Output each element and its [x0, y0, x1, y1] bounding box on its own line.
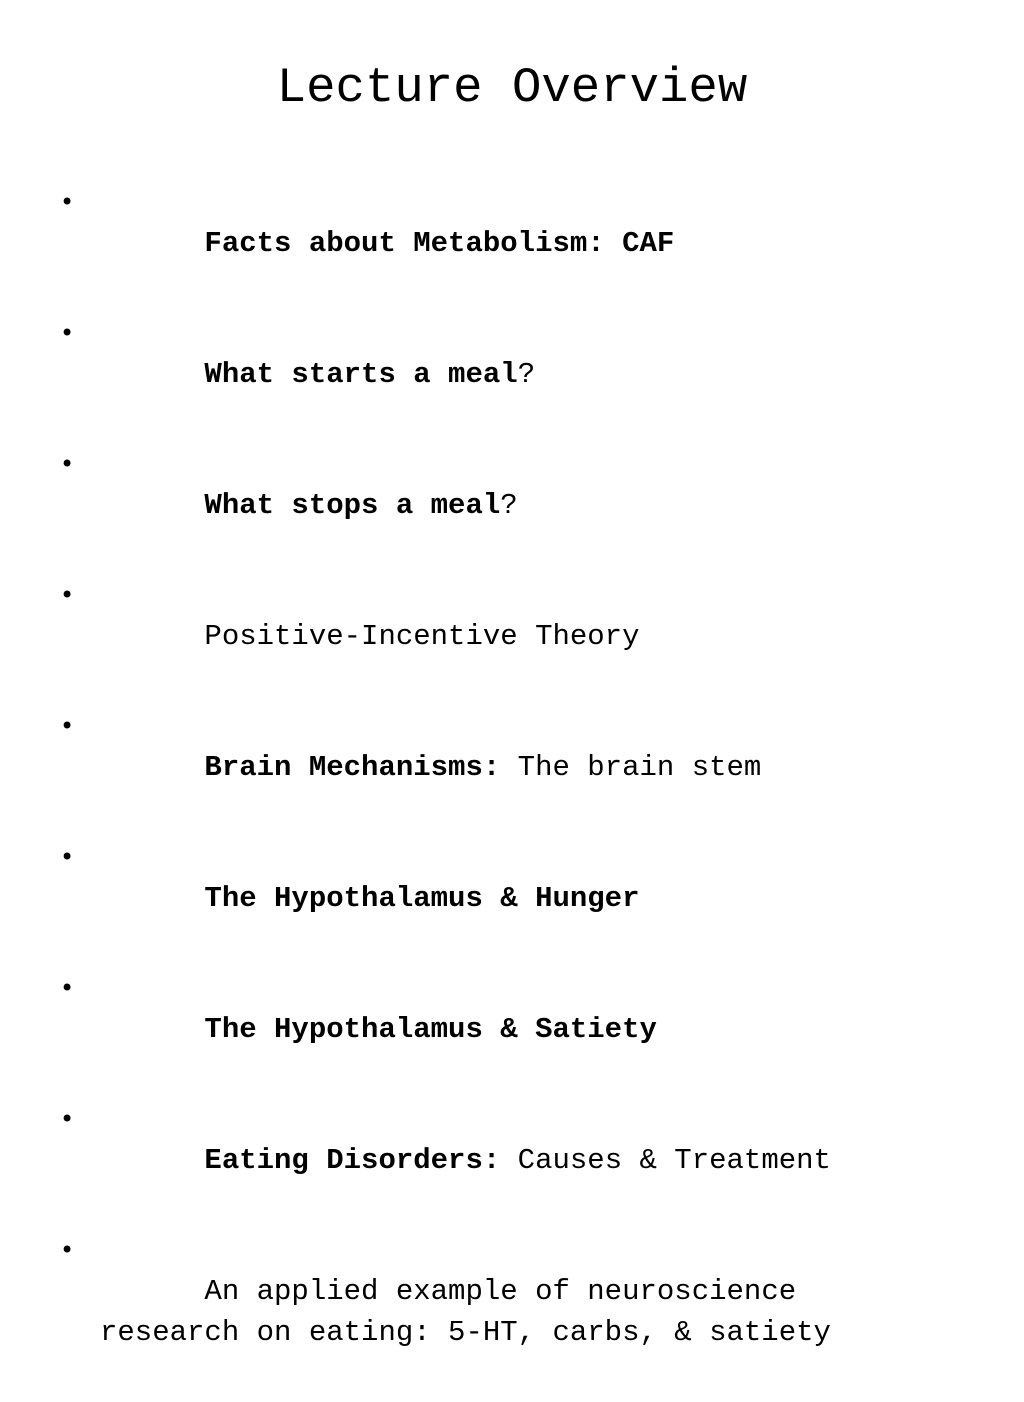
- bullet-text: ?: [500, 489, 518, 522]
- bullet-bold-text: The Hypothalamus & Hunger: [204, 882, 640, 915]
- bullet-bold-text: What starts a meal: [204, 358, 518, 391]
- list-item: [56, 575, 996, 698]
- bullet-icon: •: [60, 319, 75, 347]
- bullet-bold-text: Brain Mechanisms:: [204, 751, 501, 784]
- bullet-text: An applied example of neuroscience research on eating: 5-HT, carbs, & satiety: [100, 1275, 831, 1349]
- bullet-text: Causes & Treatment: [500, 1144, 831, 1177]
- bullet-icon: •: [60, 450, 75, 478]
- bullet-icon: •: [60, 974, 75, 1002]
- list-item: [56, 313, 996, 436]
- bullet-text: Positive-Incentive Theory: [204, 620, 640, 653]
- bullet-text: The brain stem: [500, 751, 762, 784]
- bullet-bold-text: Facts about Metabolism: CAF: [204, 227, 675, 260]
- slide-title: Lecture Overview: [276, 60, 748, 116]
- bullet-bold-text: Eating Disorders:: [204, 1144, 501, 1177]
- bullet-icon: •: [60, 1236, 75, 1264]
- bullet-bold-text: What stops a meal: [204, 489, 501, 522]
- bullet-icon: •: [60, 843, 75, 871]
- bullet-icon: •: [60, 581, 75, 609]
- list-item: [56, 1230, 996, 1394]
- list-item: [56, 182, 996, 305]
- list-item: [56, 968, 996, 1091]
- bullet-icon: •: [60, 712, 75, 740]
- list-item: [56, 706, 996, 829]
- list-item: [56, 1099, 996, 1222]
- bullet-text: ?: [517, 358, 536, 391]
- bullet-bold-text: The Hypothalamus & Satiety: [204, 1013, 657, 1046]
- list-item: [56, 837, 996, 960]
- bullet-icon: •: [60, 1105, 75, 1133]
- bullet-list: [56, 182, 996, 1402]
- bullet-icon: •: [60, 188, 75, 216]
- list-item: [56, 444, 996, 567]
